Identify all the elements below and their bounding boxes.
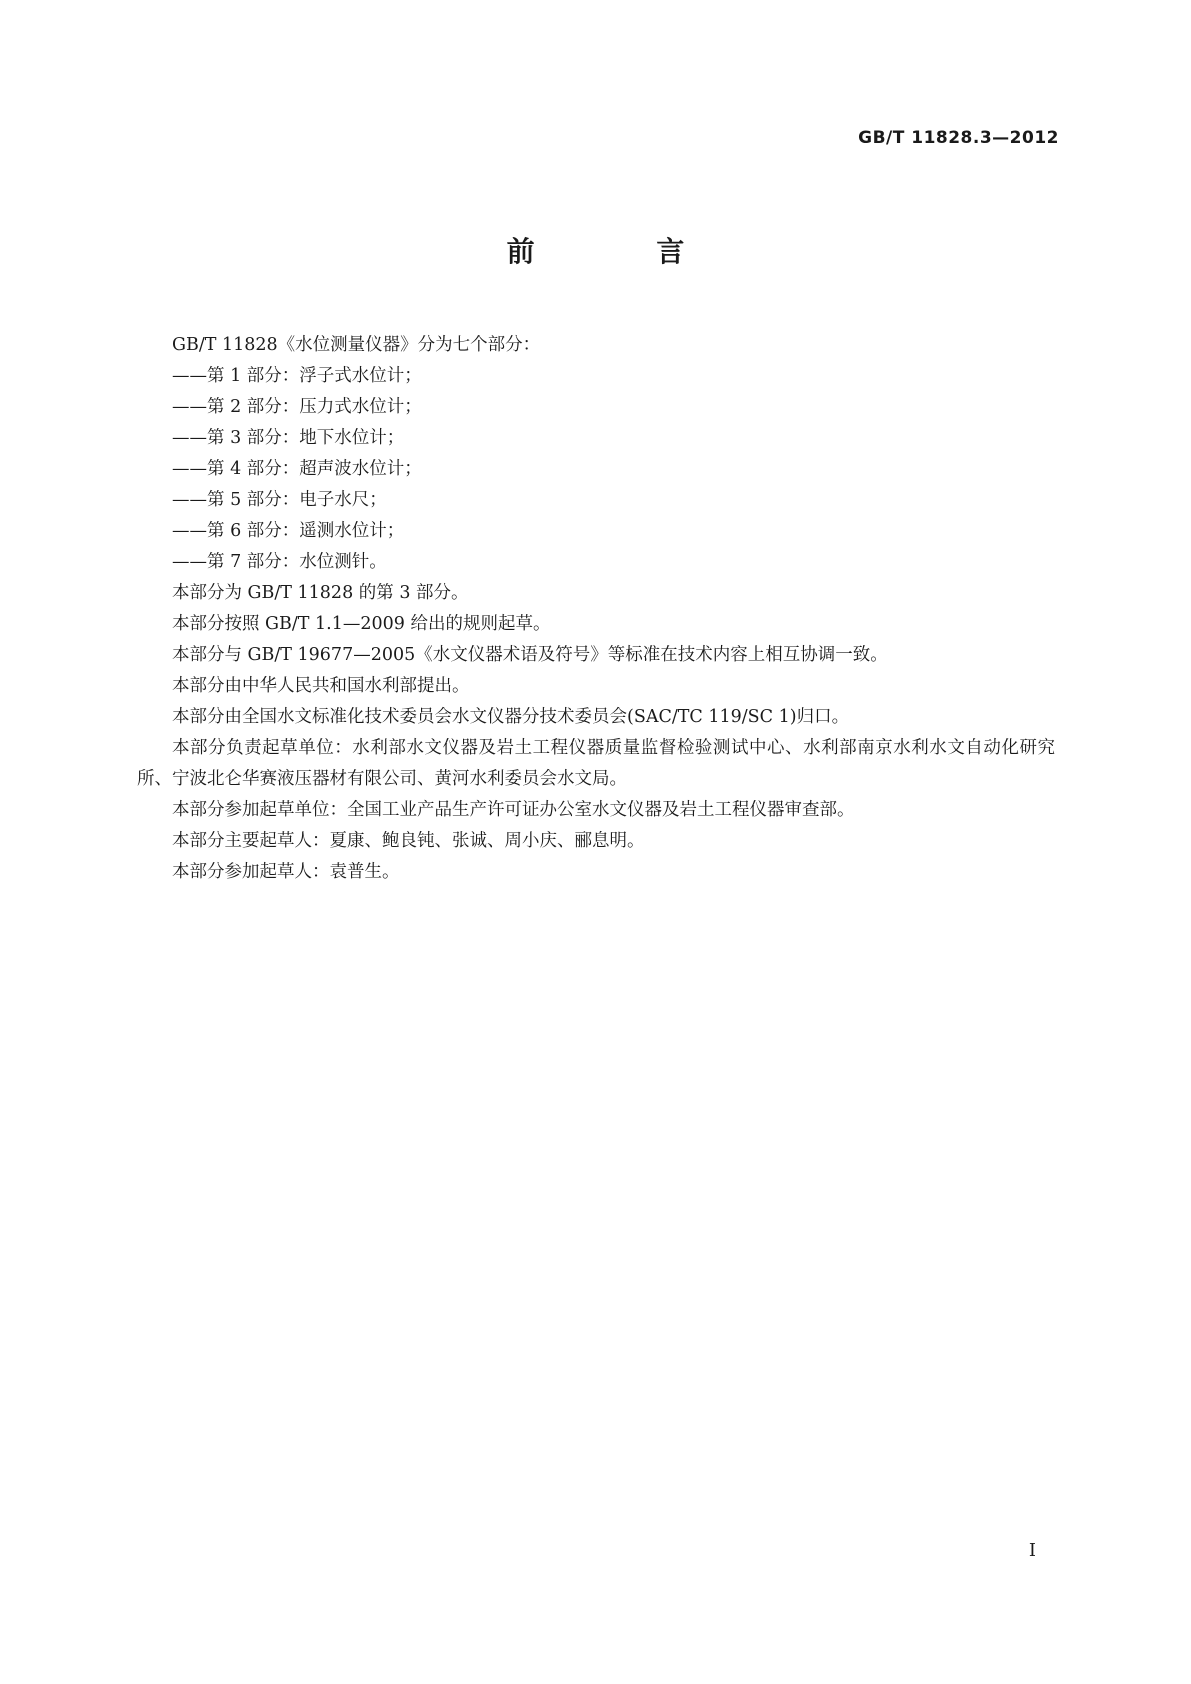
paragraph-coordination: 本部分与 GB/T 19677—2005《水文仪器术语及符号》等标准在技术内容上相互协调一致。 [172,645,888,665]
paragraph-part-statement: 本部分为 GB/T 11828 的第 3 部分。 [172,583,469,603]
page-number: I [1028,1540,1036,1561]
paragraph-proposer: 本部分由中华人民共和国水利部提出。 [172,676,470,696]
paragraph-drafting-rules: 本部分按照 GB/T 1.1—2009 给出的规则起草。 [172,614,551,634]
paragraph-main-drafters: 本部分主要起草人：夏康、鲍良钝、张诚、周小庆、郦息明。 [172,831,645,851]
page-title: 前 言 [506,235,741,268]
paragraph-drafting-units: 本部分负责起草单位：水利部水文仪器及岩土工程仪器质量监督检验测试中心、水利部南京水利水文自动化研究所、宁波北仑华赛液压器材有限公司、黄河水利委员会水文局。 [137,738,1055,789]
list-item-part-2: ——第 2 部分：压力式水位计； [172,397,422,417]
paragraph-participating-units: 本部分参加起草单位：全国工业产品生产许可证办公室水文仪器及岩土工程仪器审查部。 [172,800,855,820]
paragraph-intro: GB/T 11828《水位测量仪器》分为七个部分： [172,335,541,355]
list-item-part-3: ——第 3 部分：地下水位计； [172,428,405,448]
paragraph-administrator: 本部分由全国水文标准化技术委员会水文仪器分技术委员会(SAC/TC 119/SC 1)归口。 [172,707,850,727]
standard-code: GB/T 11828.3—2012 [858,128,1059,148]
list-item-part-1: ——第 1 部分：浮子式水位计； [172,366,422,386]
list-item-part-5: ——第 5 部分：电子水尺； [172,490,387,510]
list-item-part-6: ——第 6 部分：遥测水位计； [172,521,405,541]
list-item-part-7: ——第 7 部分：水位测针。 [172,552,387,572]
foreword-body [137,330,1055,888]
paragraph-participating-drafters: 本部分参加起草人：袁普生。 [172,862,400,882]
list-item-part-4: ——第 4 部分：超声波水位计； [172,459,422,479]
